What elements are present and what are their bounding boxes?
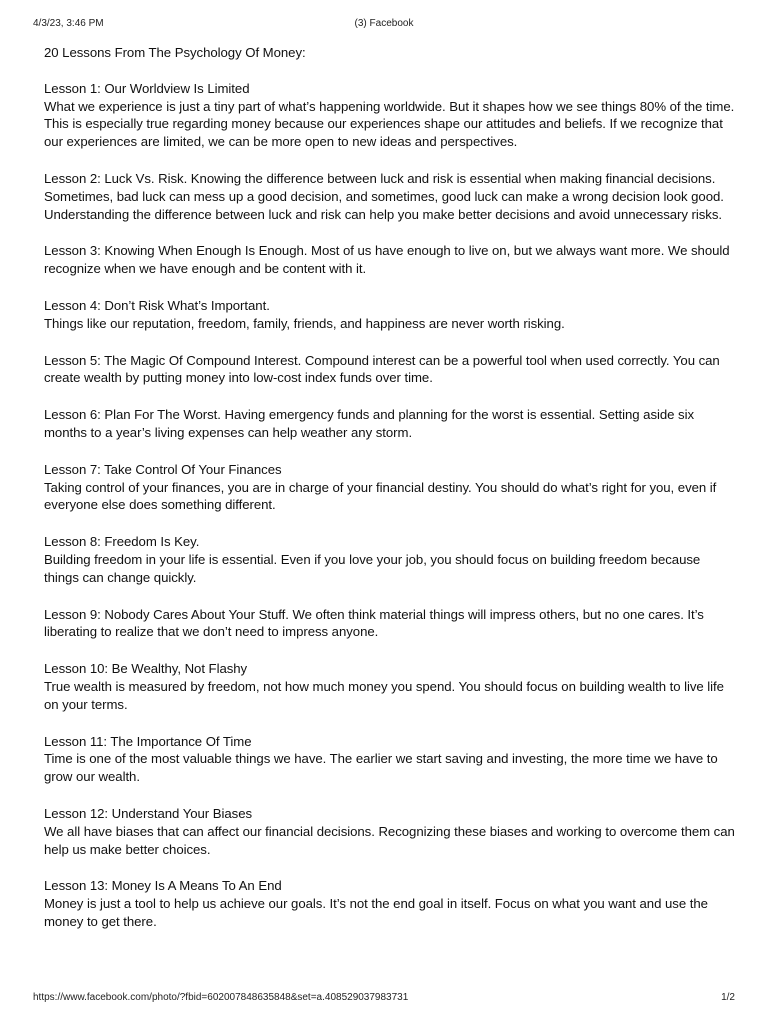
document-body bbox=[44, 44, 738, 931]
print-timestamp: 4/3/23, 3:46 PM bbox=[33, 18, 104, 29]
lesson-5 bbox=[44, 352, 738, 388]
lesson-heading: Lesson 12: Understand Your Biases bbox=[44, 805, 253, 821]
lesson-body: Lesson 6: Plan For The Worst. Having emergency funds and planning for the worst is essential. Setting aside six months to a year’s living expenses can help weather any storm. bbox=[44, 407, 695, 440]
lesson-heading: Lesson 7: Take Control Of Your Finances bbox=[44, 461, 282, 477]
lesson-9 bbox=[44, 606, 738, 642]
lesson-body: Building freedom in your life is essential. Even if you love your job, you should focus on building freedom because things can change quickly. bbox=[44, 551, 701, 585]
print-url: https://www.facebook.com/photo/?fbid=602007848635848&set=a.408529037983731 bbox=[33, 992, 409, 1003]
lesson-13 bbox=[44, 877, 738, 930]
lesson-heading: Lesson 8: Freedom Is Key. bbox=[44, 534, 200, 550]
document-title: 20 Lessons From The Psychology Of Money: bbox=[44, 45, 306, 60]
lesson-body: What we experience is just a tiny part of what’s happening worldwide. But it shapes how we see things 80% of the time. This is especially true regarding money because our experiences shape our attitudes and beliefs. If we recognize that our experiences are limited, we can be more open to new ideas and perspectives. bbox=[44, 98, 735, 150]
lesson-body: Taking control of your finances, you are in charge of your financial destiny. You should do what’s right for you, even if everyone else does something different. bbox=[44, 479, 717, 513]
lesson-body: Time is one of the most valuable things we have. The earlier we start saving and investing, the more time we have to grow our wealth. bbox=[44, 751, 718, 785]
print-page-number: 1/2 bbox=[721, 992, 735, 1003]
lesson-heading: Lesson 13: Money Is A Means To An End bbox=[44, 878, 282, 894]
lesson-heading: Lesson 4: Don’t Risk What’s Important. bbox=[44, 297, 270, 313]
lesson-3 bbox=[44, 242, 738, 278]
lesson-body: Things like our reputation, freedom, family, friends, and happiness are never worth risking. bbox=[44, 315, 565, 331]
lesson-7 bbox=[44, 461, 738, 514]
lesson-11 bbox=[44, 733, 738, 786]
lesson-body: Lesson 9: Nobody Cares About Your Stuff. We often think material things will impress others, but no one cares. It’s liberating to realize that we don’t need to impress anyone. bbox=[44, 606, 704, 640]
lesson-1 bbox=[44, 80, 738, 151]
lesson-4 bbox=[44, 297, 738, 333]
lesson-10 bbox=[44, 660, 738, 713]
lesson-2 bbox=[44, 170, 738, 223]
lesson-6 bbox=[44, 406, 738, 442]
print-page-title: (3) Facebook bbox=[354, 18, 414, 29]
lesson-heading: Lesson 11: The Importance Of Time bbox=[44, 733, 252, 749]
lesson-12 bbox=[44, 805, 738, 858]
lesson-body: We all have biases that can affect our financial decisions. Recognizing these biases and working to overcome them can help us make better choices. bbox=[44, 823, 735, 857]
lesson-8 bbox=[44, 533, 738, 586]
lesson-body: Lesson 2: Luck Vs. Risk. Knowing the difference between luck and risk is essential when making financial decisions. Sometimes, bad luck can mess up a good decision, and sometimes, good luck can make a wrong decision look good. Understanding the difference between luck and risk can help you make better decisions and avoid unnecessary risks. bbox=[44, 170, 724, 222]
lesson-heading: Lesson 1: Our Worldview Is Limited bbox=[44, 80, 250, 96]
lesson-body: Money is just a tool to help us achieve our goals. It’s not the end goal in itself. Focus on what you want and use the money to get there. bbox=[44, 896, 708, 929]
lesson-body: Lesson 5: The Magic Of Compound Interest. Compound interest can be a powerful tool when used correctly. You can create wealth by putting money into low-cost index funds over time. bbox=[44, 352, 720, 386]
lesson-body: Lesson 3: Knowing When Enough Is Enough. Most of us have enough to live on, but we always want more. We should recognize when we have enough and be content with it. bbox=[44, 243, 730, 277]
lesson-heading: Lesson 10: Be Wealthy, Not Flashy bbox=[44, 661, 248, 677]
lesson-body: True wealth is measured by freedom, not how much money you spend. You should focus on building wealth to live life on your terms. bbox=[44, 678, 724, 712]
